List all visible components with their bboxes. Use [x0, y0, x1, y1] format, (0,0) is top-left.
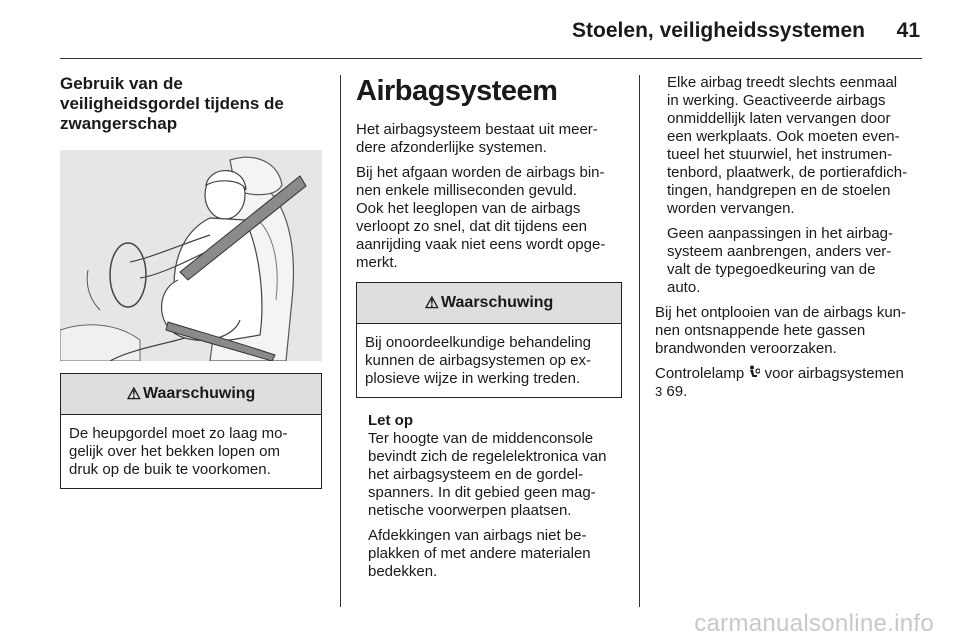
note-paragraph-console: Ter hoogte van de middenconsole bevindt zich de regelelektronica van het airbagsysteem en de gordel- spanners. In dit gebied geen mag- netische voorwerpen plaatsen.	[368, 430, 607, 519]
warning-header: ⚠ Waarschuwing	[61, 374, 321, 415]
note-paragraph-covers: Afdekkingen van airbags niet be- plakken of met andere materialen bedekken.	[368, 527, 591, 580]
column-divider-1	[340, 75, 341, 607]
warning-body: De heupgordel moet zo laag mo- gelijk over het bekken lopen om druk op de buik te voorkomen.	[69, 425, 288, 478]
paragraph-modifications: Geen aanpassingen in het airbag- systeem aanbrengen, anders ver- valt de typegoedkeuring van de auto.	[667, 225, 893, 296]
column-3	[655, 74, 923, 408]
note-title: Let op	[368, 412, 413, 429]
continued-warning-text	[655, 74, 923, 297]
page-reference-arrow-icon: 3	[655, 384, 663, 399]
pregnant-woman-seatbelt-illustration	[60, 150, 322, 361]
paragraph-replace: Elke airbag treedt slechts eenmaal in werking. Geactiveerde airbags onmiddellijk laten vervangen door een werkplaats. Ook moeten even- tueel het stuurwiel, het instrumen- tenbord, plaatwerk, de portierafdich- tingen, handgrepen en de stoelen worden vervangen.	[667, 74, 908, 217]
header-rule	[60, 58, 922, 59]
warning-body: Bij onoordeelkundige behandeling kunnen de airbagsystemen op ex- plosieve wijze in werking treden.	[365, 334, 592, 387]
paragraph-inflation: Bij het afgaan worden de airbags bin- nen enkele milliseconden gevuld. Ook het leeglopen van de airbags verloopt zo snel, dat dit tijdens een aanrijding vaak niet eens wordt opge- merkt.	[356, 164, 606, 271]
paragraph-hot-gases: Bij het ontplooien van de airbags kun- nen ontsnappende hete gassen brandwonden veroorzaken.	[655, 304, 907, 357]
warning-header: ⚠ Waarschuwing	[357, 283, 621, 324]
warning-box-lap-belt	[60, 373, 322, 489]
airbag-warning-lamp-icon	[748, 365, 760, 380]
paragraph-control-lamp: Controlelamp voor airbagsystemen 3 69.	[655, 365, 904, 400]
section-heading-pregnancy: Gebruik van de veiligheidsgordel tijdens de zwangerschap	[60, 74, 284, 133]
page-reference-link[interactable]: 69.	[666, 383, 688, 400]
watermark: carmanualsonline.info	[694, 610, 934, 637]
warning-triangle-icon: ⚠	[126, 386, 142, 403]
running-header-title: Stoelen, veiligheidssystemen	[572, 19, 865, 42]
note-block	[356, 430, 622, 581]
heading-airbagsysteem: Airbagsysteem	[356, 75, 558, 107]
column-1	[60, 74, 322, 489]
column-divider-2	[639, 75, 640, 607]
warning-box-explosive	[356, 282, 622, 398]
page-number: 41	[896, 19, 920, 42]
warning-triangle-icon: ⚠	[424, 295, 440, 312]
column-2	[356, 74, 622, 588]
paragraph-intro: Het airbagsysteem bestaat uit meer- dere afzonderlijke systemen.	[356, 121, 598, 156]
